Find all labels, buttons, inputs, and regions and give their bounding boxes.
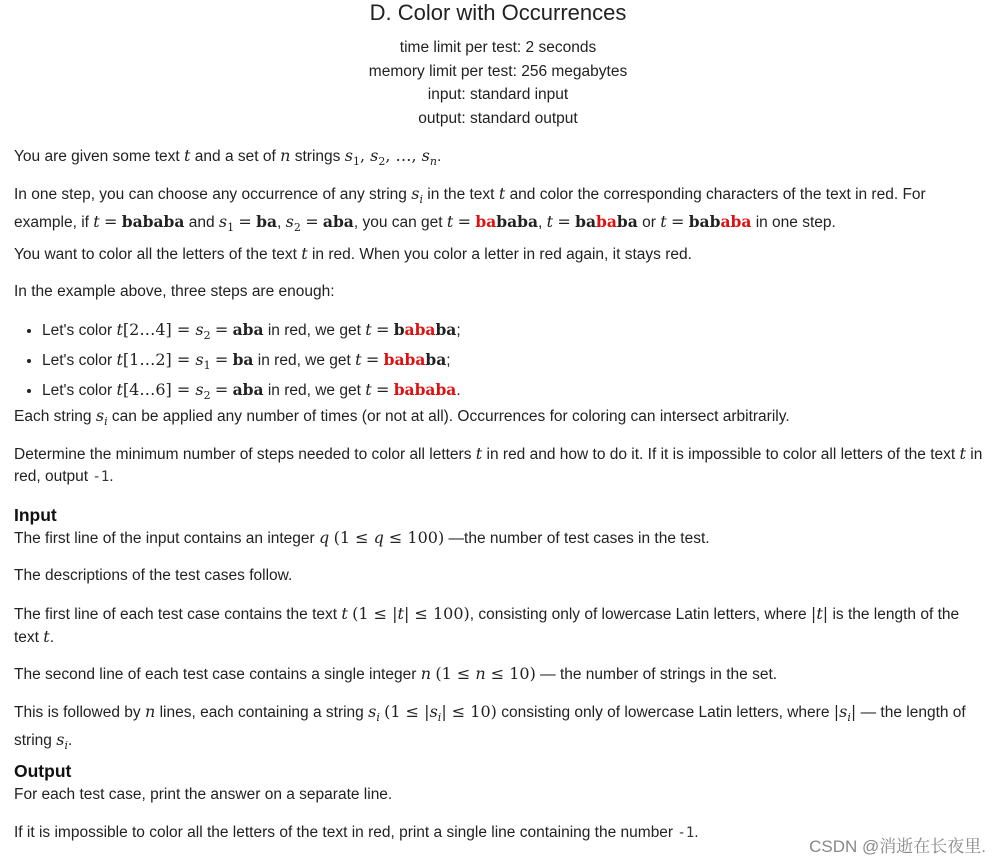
statement-p3: You want to color all the letters of the text t in red. When you color a letter in red again, it stays red. xyxy=(14,244,692,263)
list-item: • Let's color t[4…6] = $s_2$ = aba in red, we get t = bababa. xyxy=(42,378,461,408)
input-l1: The first line of the input contains an integer q (1 ≤ q ≤ 100) —the number of test cases in the test. xyxy=(14,528,710,547)
watermark: CSDN @消逝在长夜里. xyxy=(809,837,986,856)
input-heading: Input xyxy=(14,505,57,525)
input-file: input: standard input xyxy=(427,86,569,103)
statement-p1: You are given some text t and a set of n strings $s_1$, $s_2$, …, $s_n$. xyxy=(14,146,442,169)
list-item: • Let's color t[2…4] = $s_2$ = aba in red, we get t = bababa; xyxy=(42,318,461,348)
statement-p6: Determine the minimum number of steps needed to color all letters t in red and how to do it. If it is impossible to color all letters of the text t in red, output -1. xyxy=(14,444,983,485)
output-file: output: standard output xyxy=(418,110,578,127)
statement-p5: Each string $s_i$ can be applied any number of times (or not at all). Occurrences for coloring can intersect arbitrarily. xyxy=(14,406,790,429)
input-l5: This is followed by n lines, each containing a string $s_i$ $(1 \le |s_i| \le 10)$ consisting only of lowercase Latin letters, where $|s_i|$ — the length of string $s_i$. xyxy=(14,702,966,753)
output-l2: If it is impossible to color all the letters of the text in red, print a single line containing the number -1. xyxy=(14,824,699,841)
input-l4: The second line of each test case contains a single integer n (1 ≤ n ≤ 10) — the number of strings in the set. xyxy=(14,664,778,683)
output-heading: Output xyxy=(14,761,72,781)
input-l2: The descriptions of the test cases follow. xyxy=(14,567,293,584)
memory-limit: memory limit per test: 256 megabytes xyxy=(368,63,628,80)
steps-list xyxy=(14,318,461,408)
problem-title: D. Color with Occurrences xyxy=(369,0,627,25)
input-l3: The first line of each test case contains the text t (1 ≤ |t| ≤ 100), consisting only of lowercase Latin letters, where |t| is the length of the text t. xyxy=(14,604,960,646)
output-l1: For each test case, print the answer on a separate line. xyxy=(14,786,393,803)
time-limit: time limit per test: 2 seconds xyxy=(399,39,597,56)
statement-p2: In one step, you can choose any occurrence of any string $s_i$ in the text t and color the corresponding characters of the text in red. For example, if t = bababa and $s_1$ = ba, $s_2$ = aba, you can get t = bababa, t = bababa or t = bababa in one step. xyxy=(14,184,926,235)
statement-p4: In the example above, three steps are enough: xyxy=(14,283,335,300)
list-item: • Let's color t[1…2] = $s_1$ = ba in red, we get t = bababa; xyxy=(42,348,461,378)
